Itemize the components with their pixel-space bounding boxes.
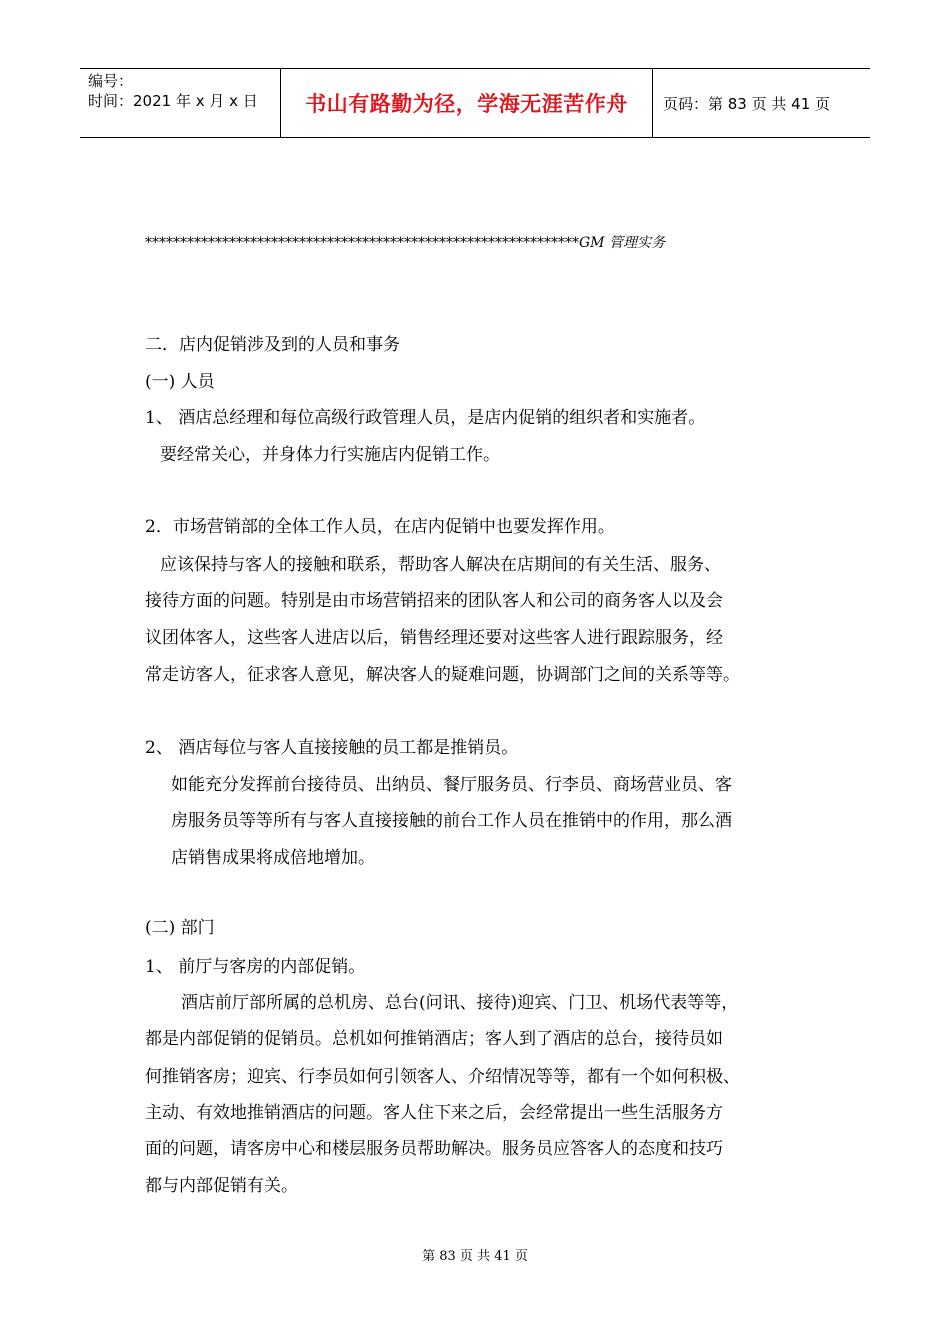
footer-page-number: 第 83 页 共 41 页 xyxy=(422,1249,528,1264)
page-footer xyxy=(0,1245,950,1264)
paragraph-line: 应该保持与客人的接触和联系，帮助客人解决在店期间的有关生活、服务、 xyxy=(160,555,721,575)
header-page-info: 页码：第 83 页 共 41 页 xyxy=(663,94,831,113)
paragraph-line: 议团体客人，这些客人进店以后，销售经理还要对这些客人进行跟踪服务，经 xyxy=(145,628,723,648)
paragraph-line: 如能充分发挥前台接待员、出纳员、餐厅服务员、行李员、商场营业员、客 xyxy=(171,775,732,795)
paragraph-line: 面的问题，请客房中心和楼层服务员帮助解决。服务员应答客人的态度和技巧 xyxy=(145,1139,723,1159)
paragraph-line: 2．市场营销部的全体工作人员，在店内促销中也要发挥作用。 xyxy=(145,517,615,537)
section-heading: 二．店内促销涉及到的人员和事务 xyxy=(145,335,400,355)
paragraph-line: 2、 酒店每位与客人直接接触的员工都是推销员。 xyxy=(145,738,519,758)
paragraph-line: 接待方面的问题。特别是由市场营销招来的团队客人和公司的商务客人以及会 xyxy=(145,591,723,611)
document-number-label: 编号： xyxy=(88,72,134,90)
paragraph-line: 房服务员等等所有与客人直接接触的前台工作人员在推销中的作用，那么酒 xyxy=(171,811,732,831)
header-motto-cell xyxy=(280,69,653,137)
subsection-heading-departments: (二) 部门 xyxy=(145,918,215,938)
paragraph-line: 何推销客房；迎宾、行李员如何引领客人、介绍情况等等，都有一个如何积极、 xyxy=(145,1067,740,1087)
page-header xyxy=(80,68,870,138)
subsection-heading-personnel: (一) 人员 xyxy=(145,372,215,392)
header-meta xyxy=(80,69,280,137)
paragraph-line: 1、 前厅与客房的内部促销。 xyxy=(145,957,366,977)
paragraph-line: 酒店前厅部所属的总机房、总台(问讯、接待)迎宾、门卫、机场代表等等， xyxy=(181,993,739,1013)
paragraph-line: 都是内部促销的促销员。总机如何推销酒店；客人到了酒店的总台，接待员如 xyxy=(145,1029,723,1049)
document-date: 时间：2021 年 x 月 x 日 xyxy=(88,92,258,110)
paragraph-line: 要经常关心，并身体力行实施店内促销工作。 xyxy=(160,445,500,465)
paragraph-line: 主动、有效地推销酒店的问题。客人住下来之后，会经常提出一些生活服务方 xyxy=(145,1103,723,1123)
banner-label: GM 管理实务 xyxy=(579,235,665,251)
header-page-info-cell xyxy=(653,69,870,137)
header-motto: 书山有路勤为径，学海无涯苦作舟 xyxy=(305,92,628,116)
banner-stars: ************************************************************** xyxy=(145,235,579,251)
paragraph-line: 店销售成果将成倍地增加。 xyxy=(171,848,375,868)
paragraph-line: 都与内部促销有关。 xyxy=(145,1176,298,1196)
paragraph-line: 1、 酒店总经理和每位高级行政管理人员，是店内促销的组织者和实施者。 xyxy=(145,408,706,428)
section-banner xyxy=(145,232,845,252)
paragraph-line: 常走访客人，征求客人意见，解决客人的疑难问题，协调部门之间的关系等等。 xyxy=(145,665,740,685)
